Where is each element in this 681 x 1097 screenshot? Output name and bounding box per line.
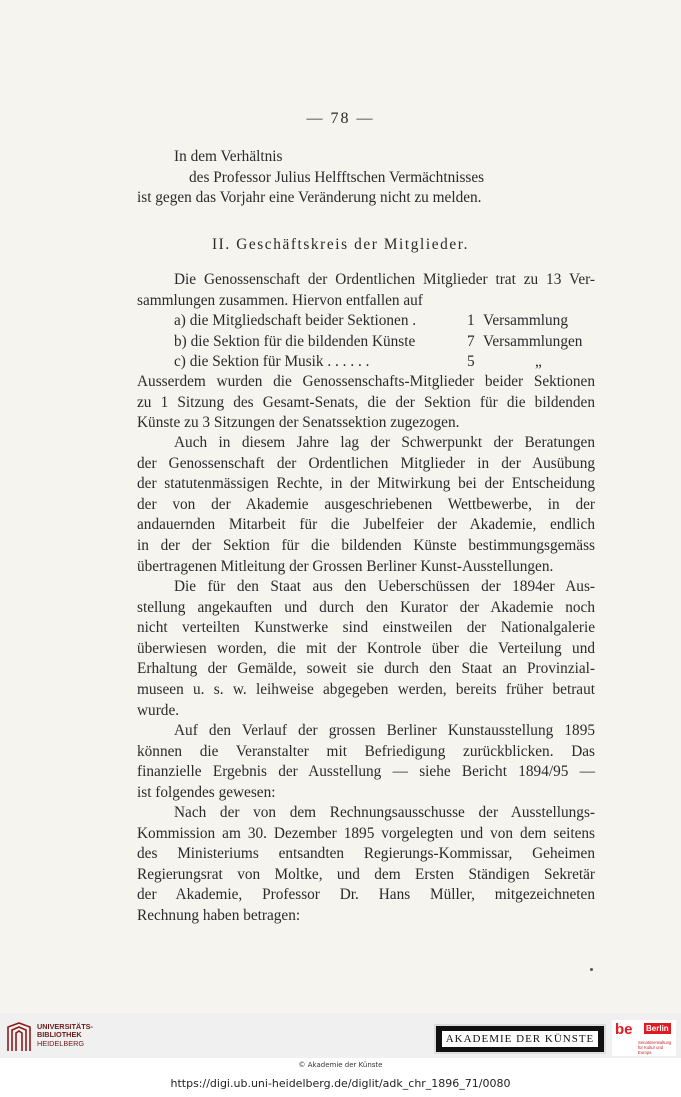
- list-item-unit: Versammlung: [483, 312, 568, 329]
- intro-line: des Professor Julius Helfftschen Vermächtnisses: [189, 168, 485, 186]
- paragraph-5: [137, 721, 595, 803]
- text-line: zu 1 Sitzung des Gesamt-Senats, die der Sektion für die bildenden: [137, 393, 595, 411]
- text-line: wurde.: [137, 701, 180, 719]
- paragraph-6: [137, 803, 595, 927]
- university-library-name[interactable]: [37, 1023, 93, 1048]
- text-line: sammlungen zusammen. Hiervon entfallen auf: [137, 291, 423, 309]
- source-url-link[interactable]: https://digi.ub.uni-heidelberg.de/diglit/adk_chr_1896_71/0080: [170, 1077, 511, 1090]
- text-line: der von der Akademie ausgeschriebenen Wettbewerbe, in der: [137, 495, 595, 513]
- university-library-logo-icon[interactable]: [6, 1021, 32, 1053]
- list-item-unit: „: [535, 353, 542, 371]
- berlin-senate-logo[interactable]: [612, 1020, 676, 1056]
- text-line: Die für den Staat aus den Ueberschüssen der 1894er Aus-: [174, 578, 595, 595]
- list-item-unit: Versammlungen: [483, 332, 583, 350]
- list-item-count: 1: [467, 312, 475, 329]
- copyright-notice: © Akademie der Künste: [298, 1061, 383, 1069]
- berlin-subtitle: Senatsverwaltung für Kultur und Europa: [638, 1040, 672, 1055]
- berlin-tag: Berlin: [646, 1024, 669, 1033]
- text-line: in der der Sektion für die bildenden Künste bestimmungsgemäss: [137, 536, 595, 554]
- berlin-be-mark: be: [615, 1021, 633, 1038]
- text-line: Künste zu 3 Sitzungen der Senatssektion zugezogen.: [137, 414, 460, 432]
- text-line: Regierungsrat von Moltke, und dem Ersten Ständigen Sekretär: [137, 865, 595, 883]
- library-line: HEIDELBERG: [37, 1038, 85, 1048]
- text-line: der Akademie, Professor Dr. Hans Müller, mitgezeichneten: [137, 886, 595, 904]
- paragraph-3: [137, 433, 595, 577]
- scan-speck: [590, 968, 593, 971]
- akademie-logo[interactable]: [434, 1024, 606, 1054]
- text-line: der Genossenschaft der Ordentlichen Mitglieder in der Ausübung: [137, 454, 595, 472]
- text-line: können die Veranstalter mit Befriedigung zurückblicken. Das: [137, 742, 595, 760]
- akademie-logo-label: AKADEMIE DER KÜNSTE: [442, 1031, 598, 1047]
- text-line: finanzielle Ergebnis der Ausstellung — siehe Bericht 1894/95 —: [137, 763, 595, 781]
- library-line: UNIVERSITÄTS-: [37, 1022, 93, 1031]
- text-line: stellung angekauften und durch den Kurator der Akademie noch: [137, 598, 595, 616]
- sessions-list: [137, 311, 595, 373]
- paragraph-1: [137, 270, 595, 311]
- text-line: Die Genossenschaft der Ordentlichen Mitglieder trat zu 13 Ver-: [174, 271, 595, 288]
- page-number: — 78 —: [306, 110, 375, 127]
- list-item: [137, 352, 595, 373]
- text-line: Erhaltung der Gemälde, soweit sie durch den Staat an Provinzial-: [137, 660, 595, 678]
- text-line: des Ministeriums entsandten Regierungs-Kommissar, Geheimen: [137, 845, 595, 863]
- text-line: Auf den Verlauf der grossen Berliner Kunstausstellung 1895: [174, 722, 595, 739]
- text-line: Auch in diesem Jahre lag der Schwerpunkt der Beratungen: [174, 434, 595, 451]
- intro-block: [137, 147, 595, 209]
- text-line: Kommission am 30. Dezember 1895 vorgelegten und von dem seitens: [137, 824, 595, 842]
- text-line: andauernden Mitarbeit für die Jubelfeier der Akademie, endlich: [137, 516, 595, 534]
- text-line: nicht verteilten Kunstwerke sind einstweilen der Nationalgalerie: [137, 619, 595, 637]
- text-line: überwiesen worden, die mit der Kontrole über die Verteilung und: [137, 639, 595, 657]
- footer-band: [0, 1013, 681, 1058]
- list-item-label: c) die Sektion für Musik . . . . . .: [174, 353, 370, 371]
- list-item: [137, 311, 595, 332]
- intro-line: ist gegen das Vorjahr eine Veränderung nicht zu melden.: [137, 189, 482, 207]
- intro-line: In dem Verhältnis: [174, 148, 283, 165]
- text-line: Rechnung haben betragen:: [137, 906, 301, 924]
- list-item-count: 5: [467, 353, 475, 371]
- library-line: BIBLIOTHEK: [37, 1030, 82, 1040]
- list-item-label: a) die Mitgliedschaft beider Sektionen .: [174, 312, 417, 329]
- paragraph-2: [137, 372, 595, 434]
- section-heading: II. Geschäftskreis der Mitglieder.: [211, 236, 470, 253]
- list-item-count: 7: [467, 332, 475, 350]
- text-line: ist folgendes gewesen:: [137, 783, 276, 801]
- text-line: museen u. s. w. leihweise abgegeben werden, bereits früher betraut: [137, 680, 595, 698]
- paragraph-4: [137, 577, 595, 721]
- text-line: Nach der von dem Rechnungsausschusse der Ausstellungs-: [174, 804, 595, 821]
- text-line: Ausserdem wurden die Genossenschafts-Mitglieder beider Sektionen: [137, 373, 595, 390]
- text-line: der statutenmässigen Rechte, in der Mitwirkung bei der Entscheidung: [137, 475, 595, 493]
- list-item: [137, 332, 595, 353]
- text-line: übertragenen Mitleitung der Grossen Berliner Kunst-Ausstellungen.: [137, 557, 554, 575]
- list-item-label: b) die Sektion für die bildenden Künste: [174, 332, 416, 350]
